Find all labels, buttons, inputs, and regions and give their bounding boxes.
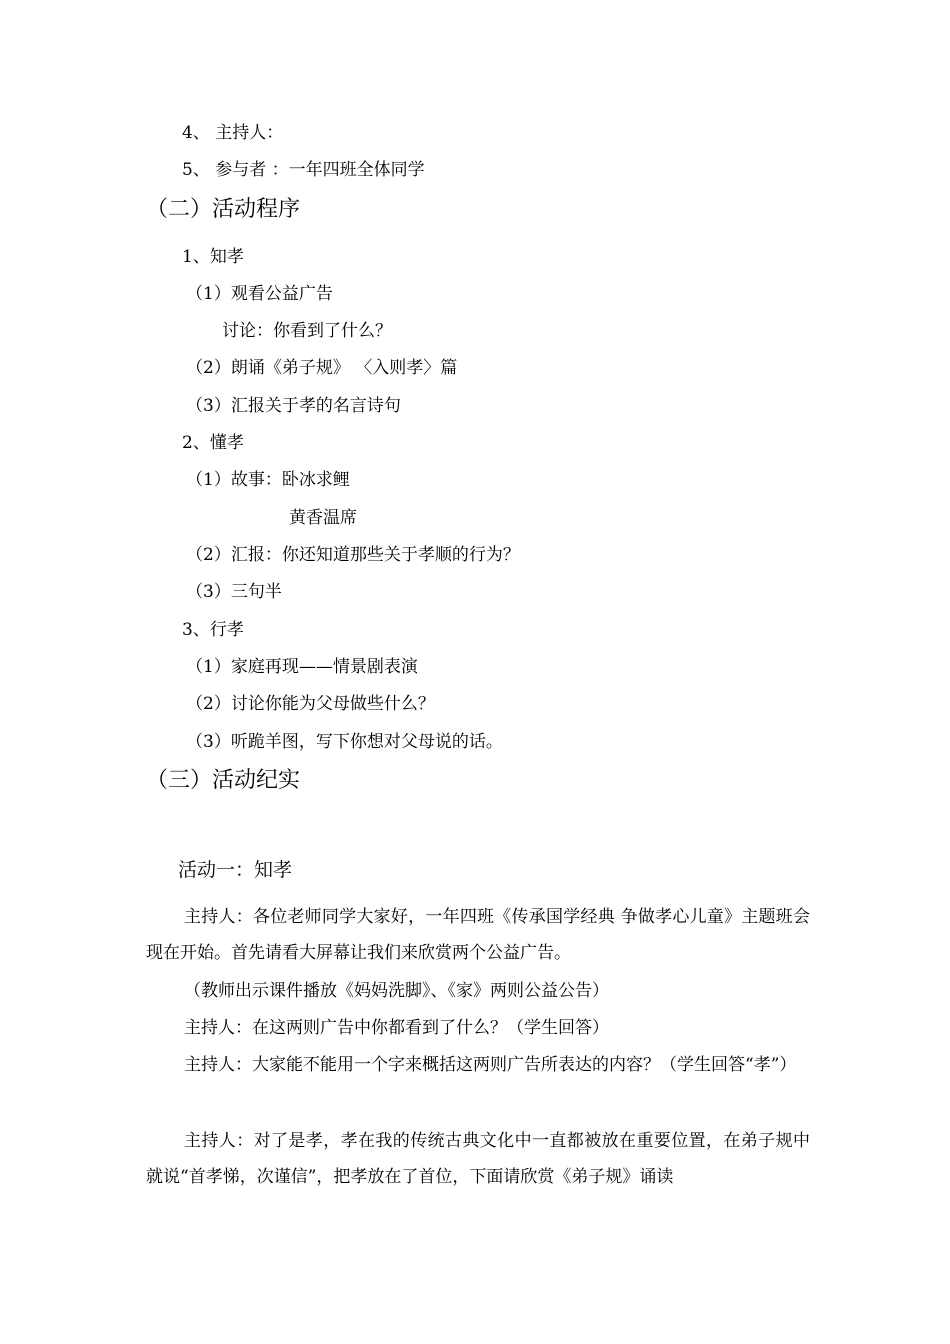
procedure-item: 讨论：你看到了什么？ (222, 321, 392, 341)
info-item-participants: 5、 参与者 ：一年四班全体同学 (182, 160, 425, 180)
body-paragraph: 主持人：对了是孝，孝在我的传统古典文化中一直都被放在重要位置，在弟子规中就说“首孝悌，次谨信”，把孝放在了首位，下面请欣赏《弟子规》诵读 (146, 1131, 810, 1187)
procedure-step-2: 2、懂孝 (182, 433, 244, 453)
procedure-item: （2）汇报：你还知道那些关于孝顺的行为？ (186, 545, 520, 565)
procedure-step-3: 3、行孝 (182, 620, 244, 640)
procedure-item: （2）讨论你能为父母做些什么？ (186, 694, 435, 714)
procedure-item: （2）朗诵《弟子规》 〈入则孝〉篇 (186, 358, 458, 378)
procedure-item: （1）故事：卧冰求鲤 (186, 470, 350, 490)
body-paragraph: 主持人：大家能不能用一个字来概括这两则广告所表达的内容？（学生回答“孝”） (184, 1055, 797, 1075)
section-heading-record: （三）活动纪实 (146, 768, 301, 793)
info-item-host: 4、 主持人： (182, 123, 284, 143)
procedure-item: 黄香温席 (289, 508, 357, 528)
procedure-item: （3）三句半 (186, 582, 282, 602)
procedure-item: （1）家庭再现——情景剧表演 (186, 657, 418, 677)
procedure-item: （1）观看公益广告 (186, 284, 333, 304)
section-heading-procedure: （二）活动程序 (146, 197, 301, 222)
procedure-item: （3）听跪羊图，写下你想对父母说的话。 (186, 732, 503, 752)
procedure-item: （3）汇报关于孝的名言诗句 (186, 396, 401, 416)
body-paragraph: 主持人：在这两则广告中你都看到了什么？（学生回答） (184, 1018, 609, 1038)
body-paragraph: 主持人：各位老师同学大家好，一年四班《传承国学经典 争做孝心儿童》主题班会现在开始。首先请看大屏幕让我们来欣赏两个公益广告。 (146, 907, 810, 963)
procedure-step-1: 1、知孝 (182, 247, 244, 267)
activity-title: 活动一：知孝 (178, 859, 293, 881)
body-paragraph: （教师出示课件播放《妈妈洗脚》、《家》两则公益公告） (184, 981, 609, 1001)
